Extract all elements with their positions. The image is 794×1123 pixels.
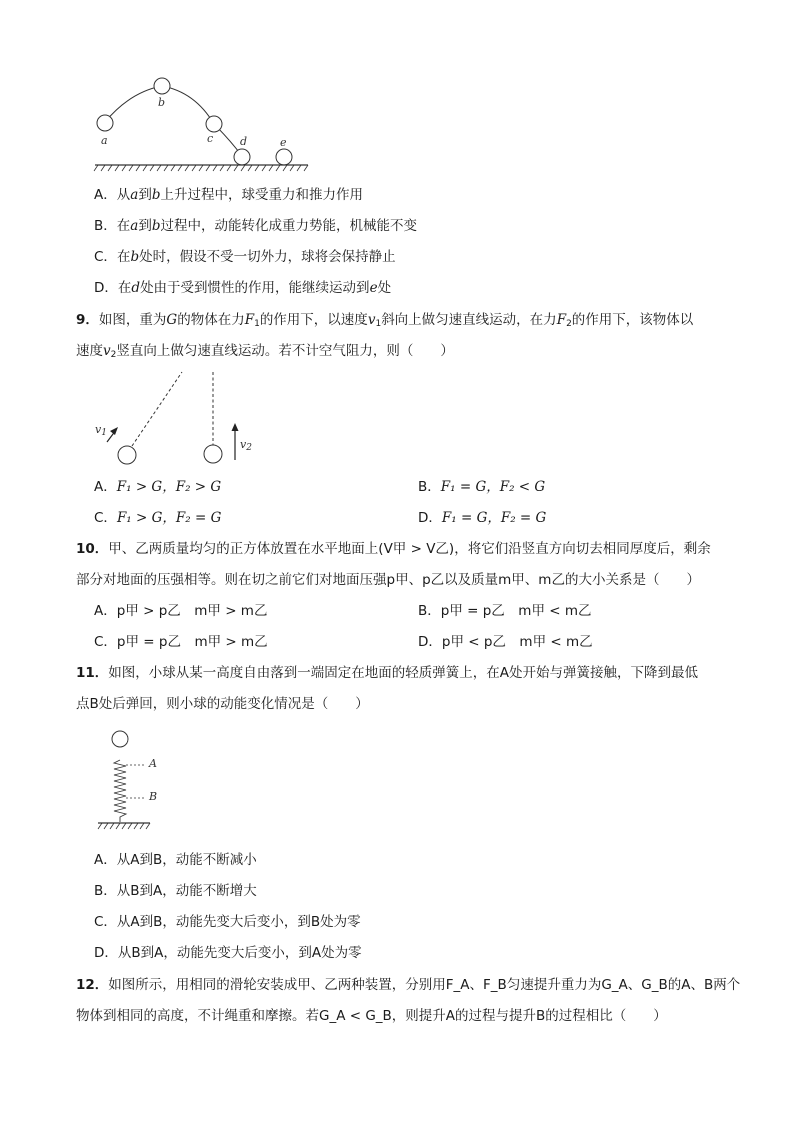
trajectory-drawing	[90, 72, 320, 172]
label-c: c	[207, 132, 214, 145]
ball-e	[276, 149, 292, 165]
q8-option-a: A．从a到b上升过程中，球受重力和推力作用	[94, 187, 363, 203]
q9-stem-line1: 9．如图，重为G的物体在力$F_1$的作用下，以速度$v_1$斜向上做匀速直线运动，在力$F_2$的作用下，该物体以	[76, 312, 694, 329]
ball-b	[154, 78, 170, 94]
q12-stem-line2: 物体到相同的高度，不计绳重和摩擦。若G_A < G_B，则提升A的过程与提升B的过程相比（ ）	[76, 1008, 667, 1024]
q8-option-d: D．在d处由于受到惯性的作用，能继续运动到e处	[94, 280, 392, 296]
v1-label: $v_1$	[95, 423, 107, 438]
v2-arrowhead	[232, 423, 239, 431]
q9-option-b: B．F₁ = G，F₂ < G	[418, 479, 546, 495]
q10-option-d: D．p甲 < p乙 m甲 < m乙	[418, 634, 593, 650]
label-e: e	[280, 136, 287, 149]
spring-base-hatch	[98, 823, 150, 829]
q11-option-b: B．从B到A，动能不断增大	[94, 883, 257, 899]
ball-c	[206, 116, 222, 132]
q11-option-d: D．从B到A，动能先变大后变小，到A处为零	[94, 945, 362, 961]
q12-stem-line1: 12．如图所示，用相同的滑轮安装成甲、乙两种装置，分别用F_A、F_B匀速提升重力为G_A、G_B的A、B两个	[76, 977, 741, 993]
q11-stem-line2: 点B处后弹回，则小球的动能变化情况是（ ）	[76, 696, 369, 712]
q9-option-a: A．F₁ > G，F₂ > G	[94, 479, 222, 495]
falling-ball	[112, 731, 128, 747]
figure-ball-trajectory	[90, 72, 320, 172]
q10-stem-line2: 部分对地面的压强相等。则在切之前它们对地面压强p甲、p乙以及质量m甲、m乙的大小关系是（ ）	[76, 572, 700, 588]
q11-option-c: C．从A到B，动能先变大后变小，到B处为零	[94, 914, 361, 930]
q8-option-c: C．在b处时，假设不受一切外力，球将会保持静止	[94, 249, 396, 265]
label-d: d	[240, 135, 248, 148]
figure-q11-spring	[95, 728, 175, 838]
q10-option-a: A．p甲 > p乙 m甲 > m乙	[94, 603, 268, 619]
label-b: b	[158, 96, 166, 109]
q9-stem-line2: 速度$v_2$竖直向上做匀速直线运动。若不计空气阻力，则（ ）	[76, 343, 454, 360]
q10-option-b: B．p甲 = p乙 m甲 < m乙	[418, 603, 592, 619]
ball-vertical	[204, 445, 222, 463]
q9-drawing	[90, 370, 270, 470]
q11-option-a: A．从A到B，动能不断减小	[94, 852, 257, 868]
spring-label-b: B	[149, 790, 158, 803]
q9-option-c: C．F₁ > G，F₂ = G	[94, 510, 222, 526]
spring-label-a: A	[149, 757, 157, 770]
q8-option-b: B．在a到b过程中，动能转化成重力势能，机械能不变	[94, 218, 417, 234]
ball-d	[234, 149, 250, 165]
v2-label: $v_2$	[240, 438, 252, 453]
q10-stem-line1: 10．甲、乙两质量均匀的正方体放置在水平地面上(V甲 > V乙)，将它们沿竖直方向切去相同厚度后，剩余	[76, 541, 711, 557]
v1-arrowhead	[110, 427, 118, 435]
spring-coil	[114, 760, 126, 822]
label-a: a	[101, 134, 108, 147]
q10-option-c: C．p甲 = p乙 m甲 > m乙	[94, 634, 268, 650]
q11-stem-line1: 11．如图，小球从某一高度自由落到一端固定在地面的轻质弹簧上，在A处开始与弹簧接触，下降到最低	[76, 665, 699, 681]
diagonal-path	[132, 372, 182, 446]
ball-a	[97, 115, 113, 131]
ball-diagonal	[118, 446, 136, 464]
q9-option-d: D．F₁ = G，F₂ = G	[418, 510, 547, 526]
figure-q9-motion	[90, 370, 270, 470]
spring-drawing	[95, 728, 175, 838]
ground-hatch	[94, 165, 308, 171]
